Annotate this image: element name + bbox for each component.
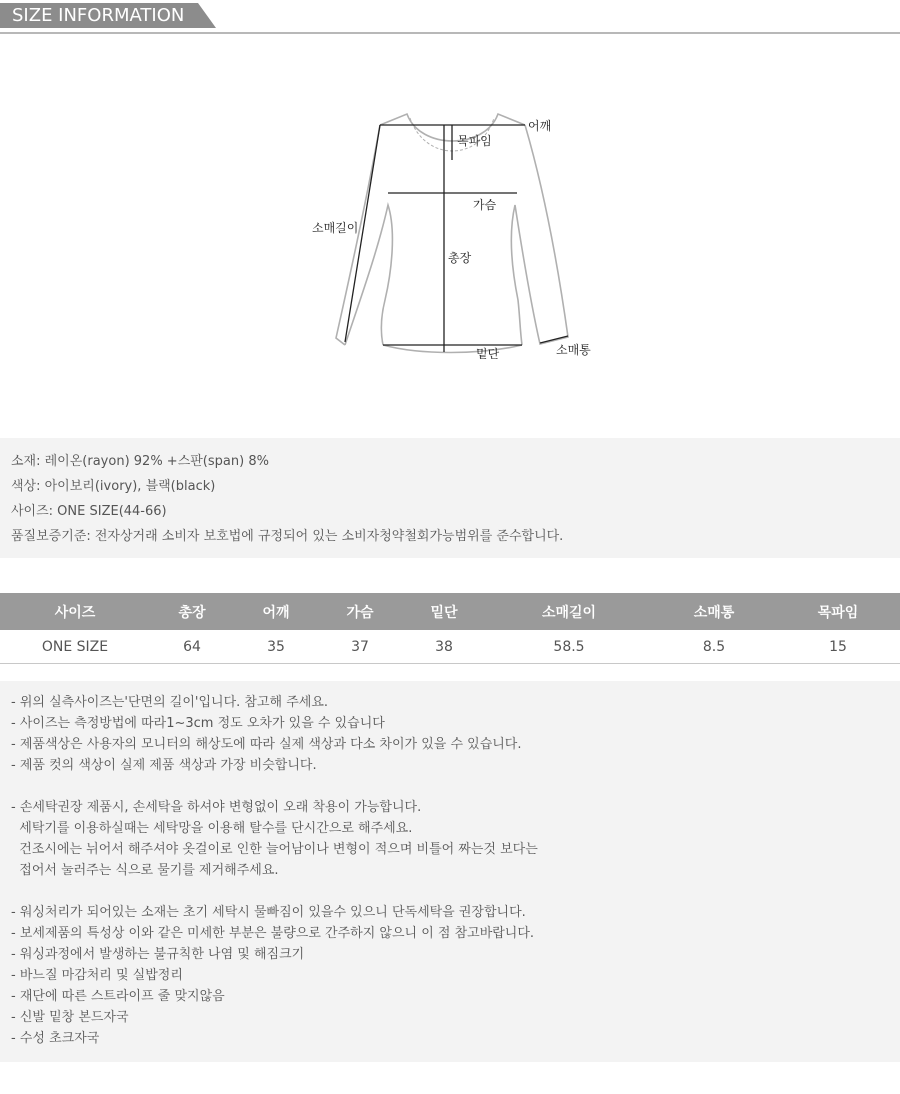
note-line: - 사이즈는 측정방법에 따라1~3cm 정도 오차가 있을 수 있습니다	[11, 716, 385, 731]
sleeve-cuff-line	[540, 336, 568, 343]
note-line: - 워싱과정에서 발생하는 불규칙한 나염 및 해짐크기	[11, 947, 305, 962]
table-header-cell: 사이즈	[54, 604, 96, 621]
table-row	[0, 630, 900, 664]
info-color: 색상: 아이보리(ivory), 블랙(black)	[11, 479, 216, 494]
note-line: 세탁기를 이용하실때는 세탁망을 이용해 탈수를 단시간으로 해주세요.	[11, 821, 413, 836]
label-neckline: 목파임	[457, 134, 492, 148]
table-header-cell: 목파임	[817, 604, 859, 621]
note-line: - 제품색상은 사용자의 모니터의 해상도에 따라 실제 색상과 다소 차이가 있을 수 있습니다.	[11, 737, 522, 752]
table-cell: 8.5	[702, 638, 726, 655]
table-cell: 38	[435, 638, 453, 655]
label-total-length: 총장	[448, 251, 472, 265]
table-header-cell: 총장	[178, 604, 206, 621]
table-cell: ONE SIZE	[41, 638, 109, 655]
table-header-cell: 어깨	[262, 604, 290, 621]
note-line: 접어서 눌러주는 식으로 물기를 제거해주세요.	[11, 863, 279, 878]
table-cell: 37	[351, 638, 369, 655]
note-line: - 손세탁권장 제품시, 손세탁을 하셔야 변형없이 오래 착용이 가능합니다.	[11, 800, 422, 815]
table-header-cell: 가슴	[346, 604, 374, 621]
label-hem: 밑단	[476, 347, 500, 361]
note-line: - 재단에 따른 스트라이프 줄 맞지않음	[11, 989, 225, 1004]
table-header-row	[0, 593, 900, 630]
label-sleeve-length: 소매길이	[312, 221, 359, 235]
label-shoulder: 어깨	[528, 119, 552, 133]
note-line: - 제품 컷의 색상이 실제 제품 색상과 가장 비슷합니다.	[11, 758, 317, 773]
info-warranty: 품질보증기준: 전자상거래 소비자 보호법에 규정되어 있는 소비자청약철회가능범위를 준수합니다.	[11, 529, 564, 544]
label-sleeve-cuff: 소매통	[556, 343, 591, 357]
label-chest: 가슴	[473, 198, 497, 212]
info-material: 소재: 레이온(rayon) 92% +스판(span) 8%	[11, 454, 269, 469]
section-header	[0, 0, 900, 34]
garment-diagram	[0, 34, 900, 438]
table-cell: 64	[183, 638, 201, 655]
care-notes	[0, 681, 900, 1062]
note-line: 건조시에는 뉘어서 해주셔야 옷걸이로 인한 늘어남이나 변형이 적으며 비틀어 짜는것 보다는	[11, 842, 538, 857]
table-cell: 58.5	[553, 638, 585, 655]
table-cell: 15	[829, 638, 847, 655]
info-size: 사이즈: ONE SIZE(44-66)	[11, 504, 167, 519]
table-cell: 35	[267, 638, 285, 655]
note-line: - 수성 초크자국	[11, 1031, 100, 1046]
note-line: - 신발 밑창 본드자국	[11, 1010, 129, 1025]
note-line: - 보세제품의 특성상 이와 같은 미세한 부분은 불량으로 간주하지 않으니 이 점 참고바랍니다.	[11, 926, 535, 941]
table-header-cell: 소매길이	[541, 604, 597, 621]
note-line: - 위의 실측사이즈는'단면의 길이'입니다. 참고해 주세요.	[11, 695, 329, 710]
garment-illustration	[0, 34, 900, 438]
table-header-cell: 소매통	[693, 604, 735, 621]
product-info	[0, 438, 900, 558]
note-line: - 바느질 마감처리 및 실밥정리	[11, 968, 183, 983]
table-header-cell: 밑단	[430, 604, 458, 621]
note-line: - 워싱처리가 되어있는 소재는 초기 세탁시 물빠짐이 있을수 있으니 단독세탁을 권장합니다.	[11, 905, 526, 920]
section-title: SIZE INFORMATION	[12, 5, 185, 26]
